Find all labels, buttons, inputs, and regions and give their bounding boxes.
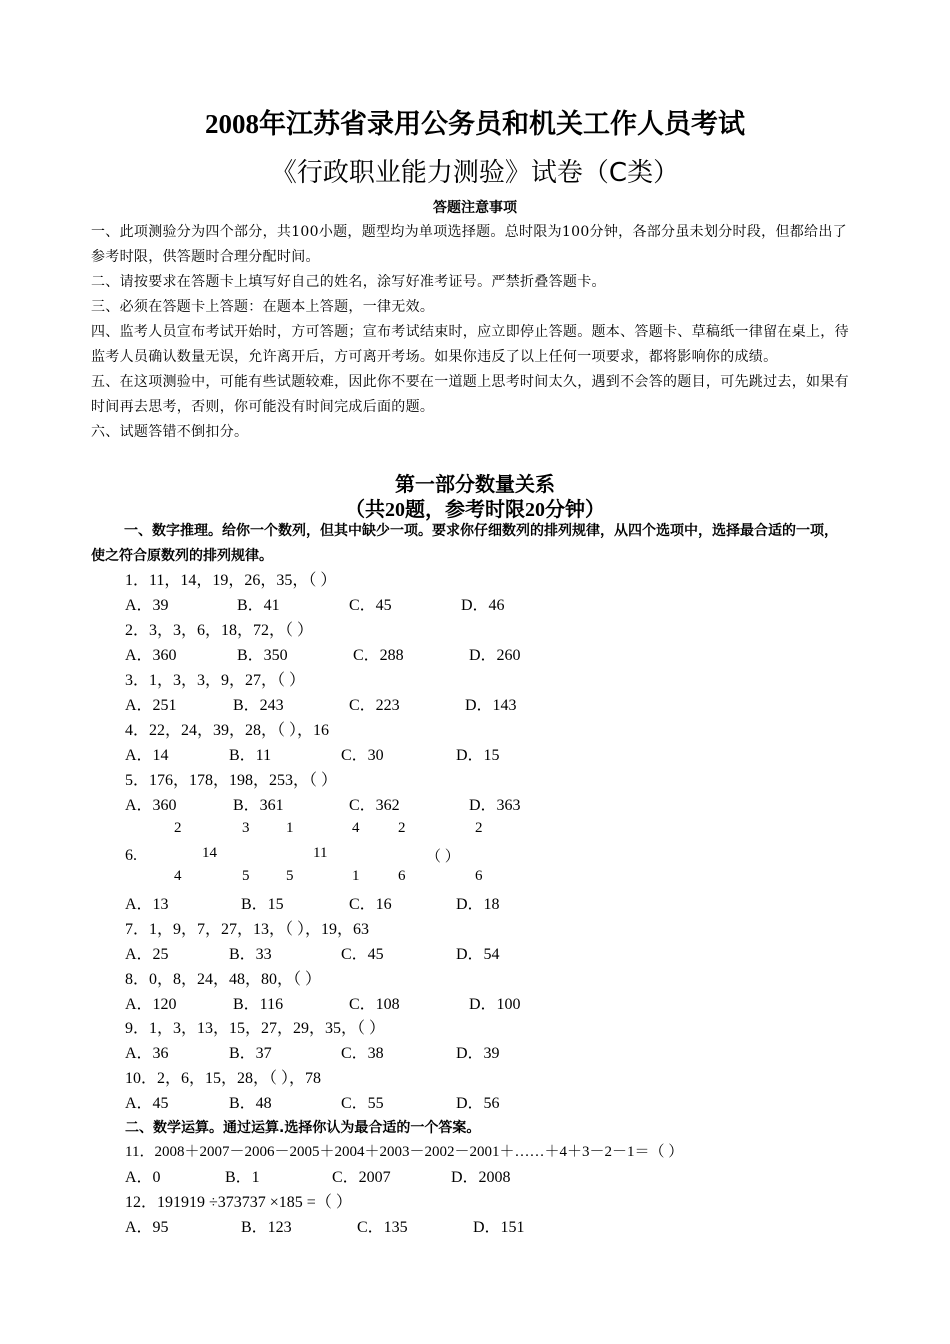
question-8: 8．0，8，24，48，80，（ ） <box>125 971 322 988</box>
option: A．14 <box>125 747 169 764</box>
question-4: 4．22，24，39，28，（ ），16 <box>125 722 330 739</box>
option: A．251 <box>125 697 177 714</box>
fraction-numerator: 4 <box>352 820 360 836</box>
option: D．2008 <box>451 1169 511 1186</box>
options-2 <box>125 643 545 668</box>
section-title: 第一部分数量关系 <box>395 474 555 496</box>
question-10: 10．2，6，15，28，（ ），78 <box>125 1070 322 1087</box>
option: D．100 <box>469 996 521 1013</box>
question-1: 1．11，14，19，26，35，（ ） <box>125 572 337 589</box>
options-10 <box>125 1091 525 1116</box>
question-12: 12．191919 ÷373737 ×185 =（ ） <box>125 1194 352 1211</box>
question-3: 3．1，3，3，9，27，（ ） <box>125 672 306 689</box>
question-5: 5．176，178，198，253，（ ） <box>125 772 338 789</box>
blank-marker: （ ） <box>426 849 460 865</box>
option: B．41 <box>237 597 280 614</box>
option: B．48 <box>229 1095 272 1112</box>
fraction-denominator: 5 <box>242 868 250 884</box>
option: B．11 <box>229 747 272 764</box>
option: B．1 <box>225 1169 260 1186</box>
options-12 <box>125 1215 545 1240</box>
option: C．38 <box>341 1045 384 1062</box>
option: D．46 <box>461 597 505 614</box>
options-1 <box>125 593 525 618</box>
options-3 <box>125 693 545 718</box>
option: A．360 <box>125 797 177 814</box>
option: B．37 <box>229 1045 272 1062</box>
option: A．360 <box>125 647 177 664</box>
options-7 <box>125 942 525 967</box>
option: D．15 <box>456 747 500 764</box>
option: C．288 <box>353 647 404 664</box>
fraction-denominator: 1 <box>352 868 360 884</box>
question-11: 11．2008＋2007－2006－2005＋2004＋2003－2002－2001＋……＋4＋3－2－1＝（ ） <box>125 1144 684 1160</box>
option: A．39 <box>125 597 169 614</box>
option: B．15 <box>241 896 284 913</box>
option: C．108 <box>349 996 400 1013</box>
option: D．56 <box>456 1095 500 1112</box>
fraction-numerator: 2 <box>174 820 182 836</box>
exam-title: 2008年江苏省录用公务员和机关工作人员考试 <box>205 109 745 139</box>
fraction-denominator: 6 <box>475 868 483 884</box>
option: A．45 <box>125 1095 169 1112</box>
option: C．362 <box>349 797 400 814</box>
exam-subtitle: 《行政职业能力测验》试卷（C类） <box>270 158 680 188</box>
option: C．135 <box>357 1219 408 1236</box>
options-5 <box>125 793 545 818</box>
options-4 <box>125 743 525 768</box>
option: C．45 <box>349 597 392 614</box>
options-6 <box>125 892 545 917</box>
option: B．116 <box>233 996 284 1013</box>
option: A．25 <box>125 946 169 963</box>
option: C．45 <box>341 946 384 963</box>
question-7: 7．1，9，7，27，13，（ ），19，63 <box>125 921 370 938</box>
option: C．16 <box>349 896 392 913</box>
option: D．363 <box>469 797 521 814</box>
option: D．143 <box>465 697 517 714</box>
question-number: 6. <box>125 847 137 864</box>
options-9 <box>125 1041 525 1066</box>
option: C．223 <box>349 697 400 714</box>
notice-item: 一、此项测验分为四个部分，共100小题，题型均为单项选择题。总时限为100分钟，各部分虽未划分时段，但都给出了参考时限，供答题时合理分配时间。 <box>91 224 847 265</box>
option: C．2007 <box>332 1169 391 1186</box>
option: A．120 <box>125 996 177 1013</box>
option: D．18 <box>456 896 500 913</box>
option: D．39 <box>456 1045 500 1062</box>
fraction-numerator: 2 <box>475 820 483 836</box>
section-instruction <box>91 519 851 569</box>
section-subtitle: （共20题，参考时限20分钟） <box>345 499 605 521</box>
question-9: 9．1，3，13，15，27，29，35，（ ） <box>125 1020 386 1037</box>
mixed-number-whole: 11 <box>313 845 328 861</box>
option: B．33 <box>229 946 272 963</box>
option: C．55 <box>341 1095 384 1112</box>
section-instruction-2: 二、数学运算。通过运算.选择你认为最合适的一个答案。 <box>125 1120 481 1136</box>
option: B．350 <box>237 647 288 664</box>
notice-list <box>91 220 861 445</box>
option: C．30 <box>341 747 384 764</box>
options-11 <box>125 1165 545 1190</box>
notice-heading: 答题注意事项 <box>433 200 517 216</box>
options-8 <box>125 992 545 1017</box>
question-2: 2．3，3，6，18，72，（ ） <box>125 622 314 639</box>
fraction-numerator: 1 <box>286 820 294 836</box>
option: A．0 <box>125 1169 161 1186</box>
option: D．260 <box>469 647 521 664</box>
option: D．151 <box>473 1219 525 1236</box>
notice-item: 四、监考人员宣布考试开始时，方可答题；宣布考试结束时，应立即停止答题。题本、答题卡、草稿纸一律留在桌上，待监考人员确认数量无误，允许离开后，方可离开考场。如果你违反了以上任何一项要求，都将影响你的成绩。 <box>91 324 849 365</box>
option: A．36 <box>125 1045 169 1062</box>
option: D．54 <box>456 946 500 963</box>
option: B．243 <box>233 697 284 714</box>
fraction-numerator: 2 <box>398 820 406 836</box>
notice-item: 五、在这项测验中，可能有些试题较难，因此你不要在一道题上思考时间太久，遇到不会答的题目，可先跳过去，如果有时间再去思考，否则，你可能没有时间完成后面的题。 <box>91 374 849 415</box>
fraction-numerator: 3 <box>242 820 250 836</box>
option: A．95 <box>125 1219 169 1236</box>
option: B．361 <box>233 797 284 814</box>
option: A．13 <box>125 896 169 913</box>
option: B．123 <box>241 1219 292 1236</box>
notice-item: 六、试题答错不倒扣分。 <box>91 424 249 440</box>
fraction-denominator: 5 <box>286 868 294 884</box>
notice-item: 二、请按要求在答题卡上填写好自己的姓名，涂写好准考证号。严禁折叠答题卡。 <box>91 274 606 290</box>
instruction-text: 一、数字推理。给你一个数列，但其中缺少一项。要求你仔细数列的排列规律，从四个选项中，选择最合适的一项，使之符合原数列的排列规律。 <box>91 523 838 564</box>
fraction-denominator: 4 <box>174 868 182 884</box>
fraction-denominator: 6 <box>398 868 406 884</box>
mixed-number-whole: 14 <box>202 845 217 861</box>
notice-item: 三、必须在答题卡上答题：在题本上答题，一律无效。 <box>91 299 435 315</box>
